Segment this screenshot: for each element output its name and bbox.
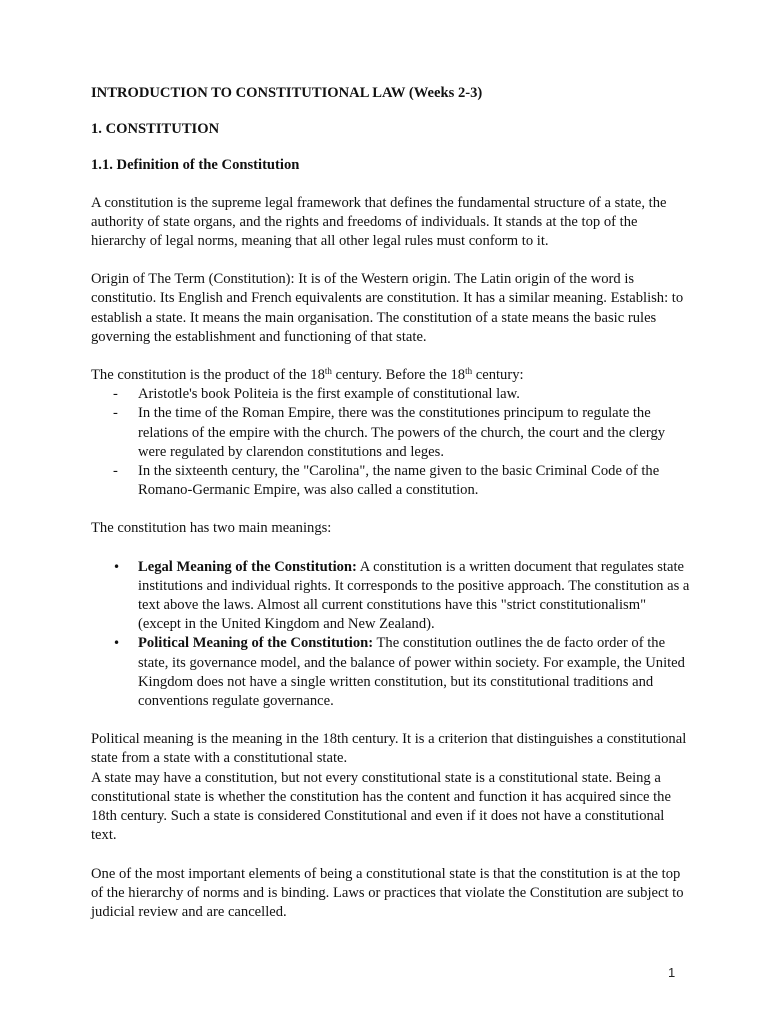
legal-meaning-term: Legal Meaning of the Constitution:: [138, 558, 357, 575]
document-page: [91, 84, 691, 941]
dash-marker: -: [113, 386, 118, 403]
political-meaning-term: Political Meaning of the Constitution:: [138, 635, 374, 652]
list-item: [91, 558, 691, 635]
list-item: [91, 634, 691, 711]
list-item-text: Aristotle's book Politeia is the first example of constitutional law.: [138, 386, 520, 403]
product-text-2: century. Before the 18: [331, 367, 466, 384]
list-item: [91, 385, 691, 404]
two-meanings-paragraph: The constitution has two main meanings:: [91, 520, 332, 537]
hierarchy-paragraph: One of the most important elements of being a constitutional state is that the constitution is at the top of the hierarchy of norms and is binding. Laws or practices that violate the Constitution are subject to judicial review and are cancelled.: [91, 865, 684, 920]
definition-paragraph: A constitution is the supreme legal framework that defines the fundamental structure of a state, the authority of state organs, and the rights and freedoms of individuals. It stands at the top of the hierarchy of legal norms, meaning that all other legal rules must conform to it.: [91, 194, 667, 250]
subsection-heading: 1.1. Definition of the Constitution: [91, 157, 300, 174]
section-heading: 1. CONSTITUTION: [91, 121, 220, 138]
list-item: [91, 462, 691, 500]
history-list: [91, 385, 691, 500]
product-text-1: The constitution is the product of the 18: [91, 367, 325, 384]
origin-paragraph: Origin of The Term (Constitution): It is of the Western origin. The Latin origin of the word is constitutio. Its English and French equivalents are constitution. It has a similar meaning. Establish: to establish a state. It means the main organisation. The constitution of a state means the basic rules governing the establishment and functioning of that state.: [91, 271, 684, 345]
product-superscript-2: th: [465, 366, 473, 377]
bullet-marker: •: [113, 559, 121, 574]
list-item-text: In the sixteenth century, the "Carolina", the name given to the basic Criminal Code of the Romano-Germanic Empire, was also called a constitution.: [138, 463, 660, 499]
bullet-marker: •: [113, 636, 121, 651]
list-item: [91, 404, 691, 462]
dash-marker: -: [113, 405, 118, 422]
political-meaning-paragraph-1: Political meaning is the meaning in the 18th century. It is a criterion that distinguishes a constitutional state from a state with a constitutional state.: [91, 731, 687, 767]
meanings-list: [91, 558, 691, 712]
legal-meaning-text: A constitution is a written document that regulates state institutions and individual rights. It corresponds to the positive approach. The constitution as a text above the laws. Almost all current constitutions have this "strict constitutionalism" (except in the United Kingdom and New Zealand).: [138, 558, 690, 633]
product-text-3: century:: [472, 367, 524, 384]
page-number: 1: [668, 965, 676, 980]
political-meaning-text: The constitution outlines the de facto order of the state, its governance model, and the balance of power within society. For example, the United Kingdom does not have a single written constitution, but its constitutional traditions and conventions regulate governance.: [138, 635, 685, 710]
political-meaning-paragraph-2: A state may have a constitution, but not every constitutional state is a constitutional state. Being a constitutional state is whether the constitution has the content and function it has acquired since the 18th century. Such a state is considered Constitutional and even if it does not have a constitutional text.: [91, 769, 671, 844]
product-paragraph: [91, 366, 691, 385]
product-superscript-1: th: [324, 366, 332, 377]
document-title: INTRODUCTION TO CONSTITUTIONAL LAW (Weeks 2-3): [91, 85, 483, 101]
dash-marker: -: [113, 463, 118, 480]
list-item-text: In the time of the Roman Empire, there was the constitutiones principum to regulate the relations of the empire with the church. The powers of the church, the court and the clergy were regulated by clarendon constitutions and leges.: [138, 405, 666, 460]
